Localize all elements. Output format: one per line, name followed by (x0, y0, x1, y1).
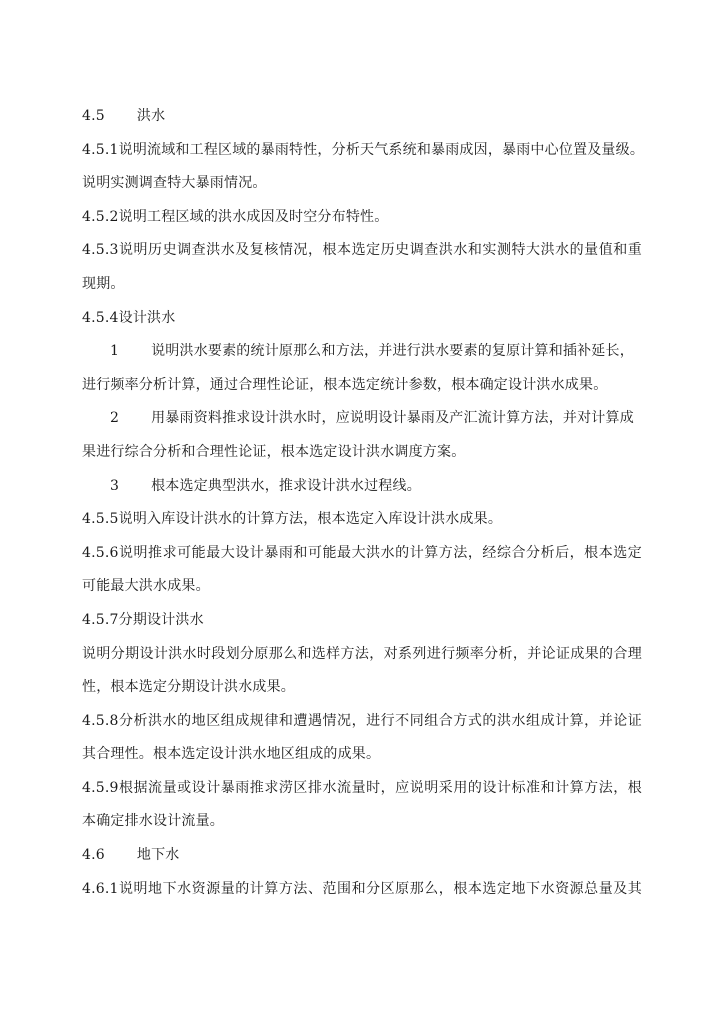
paragraph-line: 说明实测调查特大暴雨情况。 (82, 175, 267, 192)
document-body (82, 100, 645, 906)
paragraph-line: 4.6.1说明地下水资源量的计算方法、范围和分区原那么，根本选定地下水资源总量及其 (82, 880, 642, 897)
list-item-number: 1 (110, 343, 120, 360)
paragraph-line: 性，根本选定分期设计洪水成果。 (82, 679, 295, 696)
paragraph-line: 进行频率分析计算，通过合理性论证，根本选定统计参数，根本确定设计洪水成果。 (82, 376, 608, 393)
subsection-heading: 4.5.7分期设计洪水 (82, 611, 204, 628)
paragraph-line: 其合理性。根本选定设计洪水地区组成的成果。 (82, 746, 381, 763)
paragraph-line: 现期。 (82, 275, 125, 292)
paragraph-line: 4.5.6说明推求可能最大设计暴雨和可能最大洪水的计算方法，经综合分析后，根本选定 (82, 544, 642, 561)
section-title: 地下水 (136, 847, 180, 864)
list-item-text: 说明洪水要素的统计原那么和方法，并进行洪水要素的复原计算和插补延长， (151, 343, 634, 360)
list-item-number: 3 (110, 477, 120, 494)
list-item (82, 335, 642, 369)
list-item (82, 470, 642, 504)
subsection-heading: 4.5.4设计洪水 (82, 309, 176, 326)
section-heading-4-5 (82, 100, 642, 134)
paragraph-line: 果进行综合分析和合理性论证，根本选定设计洪水调度方案。 (82, 443, 466, 460)
paragraph-line: 4.5.8分析洪水的地区组成规律和遭遇情况，进行不同组合方式的洪水组成计算，并论证 (82, 712, 642, 729)
paragraph-line: 4.5.5说明入库设计洪水的计算方法，根本选定入库设计洪水成果。 (82, 511, 503, 528)
list-item (82, 402, 642, 436)
section-title: 洪水 (136, 108, 166, 124)
paragraph-line: 可能最大洪水成果。 (82, 578, 210, 595)
list-item-text: 根本选定典型洪水，推求设计洪水过程线。 (151, 477, 421, 494)
list-item-text: 用暴雨资料推求设计洪水时，应说明设计暴雨及产汇流计算方法，并对计算成 (151, 410, 634, 427)
section-number: 4.5 (82, 108, 105, 124)
paragraph-line: 4.5.3说明历史调查洪水及复核情况，根本选定历史调查洪水和实测特大洪水的量值和重 (82, 242, 642, 259)
section-heading-4-6 (82, 839, 642, 873)
section-number: 4.6 (82, 847, 105, 864)
list-item-number: 2 (110, 410, 120, 427)
paragraph-line: 4.5.9根据流量或设计暴雨推求涝区排水流量时，应说明采用的设计标准和计算方法，根 (82, 779, 642, 796)
paragraph-line: 说明分期设计洪水时段划分原那么和选样方法，对系列进行频率分析，并论证成果的合理 (82, 645, 642, 662)
paragraph-line: 4.5.2说明工程区域的洪水成因及时空分布特性。 (82, 208, 389, 225)
paragraph-line: 本确定排水设计流量。 (82, 813, 224, 830)
paragraph-line: 4.5.1说明流域和工程区域的暴雨特性，分析天气系统和暴雨成因，暴雨中心位置及量级。 (82, 141, 645, 158)
